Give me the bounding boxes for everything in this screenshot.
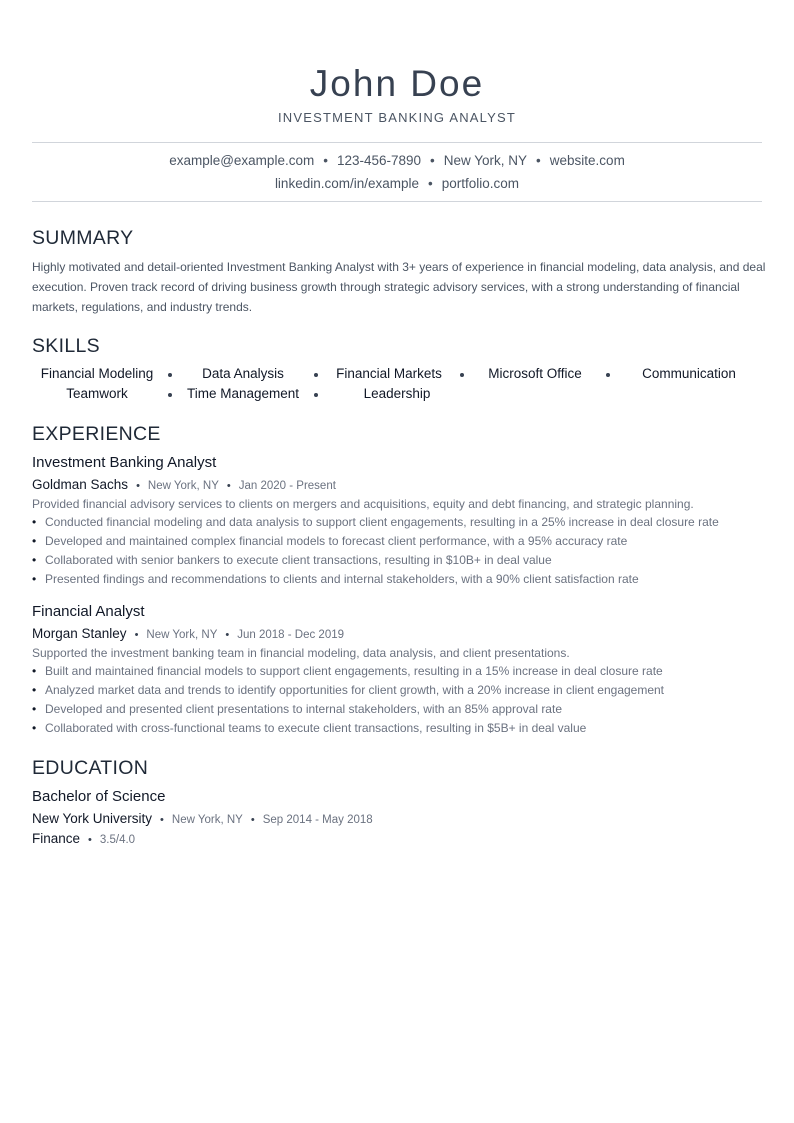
contact-separator: • [323, 153, 328, 168]
education-meta [32, 810, 373, 829]
contact-separator: • [428, 176, 433, 191]
meta-separator: • [250, 814, 255, 826]
skill-item: Communication [642, 366, 736, 381]
bullet-marker: • [32, 572, 37, 586]
summary-text: Highly motivated and detail-oriented Investment Banking Analyst with 3+ years of experience in financial modeling, data analysis, and deal execution. Proven track record of driving business growth through strategic advisory services, with a strong understanding of financial markets, regulations, and industry trends. [32, 260, 766, 314]
degree-title: Bachelor of Science [32, 788, 166, 805]
contact-email[interactable]: example@example.com [169, 153, 315, 168]
job-description: Provided financial advisory services to clients on mergers and acquisitions, equity and debt financing, and strategic planning. [32, 497, 694, 511]
school-name: New York University [32, 811, 153, 826]
gpa: 3.5/4.0 [99, 834, 136, 846]
job-meta [32, 625, 344, 644]
bullet-marker: • [32, 515, 37, 529]
bullet-marker: • [32, 534, 37, 548]
skill-item: Data Analysis [202, 366, 284, 381]
meta-separator: • [134, 629, 139, 641]
education-dates: Sep 2014 - May 2018 [262, 814, 373, 826]
summary-heading: SUMMARY [32, 227, 134, 249]
experience-heading: EXPERIENCE [32, 423, 161, 445]
contact-separator: • [430, 153, 435, 168]
skill-separator [314, 393, 318, 397]
education-heading: EDUCATION [32, 757, 149, 779]
skill-item: Financial Modeling [40, 366, 154, 381]
job-bullet: • Collaborated with cross-functional teams to execute client transactions, resulting in $5B+ in deal value [32, 721, 587, 735]
school-location: New York, NY [171, 814, 243, 826]
contact-linkedin[interactable]: linkedin.com/in/example [274, 176, 420, 191]
skill-separator [168, 373, 172, 377]
skills-heading: SKILLS [32, 335, 100, 357]
skill-item: Time Management [186, 386, 300, 401]
bullet-marker: • [32, 553, 37, 567]
meta-separator: • [136, 480, 140, 492]
company-name: Morgan Stanley [32, 626, 127, 641]
meta-separator: • [225, 629, 230, 641]
job-description: Supported the investment banking team in financial modeling, data analysis, and client presentations. [32, 646, 570, 660]
job-dates: Jan 2020 - Present [238, 480, 336, 492]
bullet-marker: • [32, 664, 37, 678]
job-bullet: • Analyzed market data and trends to identify opportunities for client growth, with a 20% increase in client engagement [32, 683, 665, 697]
meta-separator: • [226, 480, 231, 492]
education-field-row [32, 830, 135, 849]
job-bullet: • Presented findings and recommendations to clients and internal stakeholders, with a 90% client satisfaction rate [32, 572, 639, 586]
contact-phone[interactable]: 123-456-7890 [336, 153, 422, 168]
skill-item: Teamwork [66, 386, 128, 401]
job-location: New York, NY [147, 480, 219, 492]
skill-separator [460, 373, 464, 377]
company-name: Goldman Sachs [32, 477, 129, 492]
job-bullet: • Developed and maintained complex financial models to forecast client performance, with a 95% accuracy rate [32, 534, 628, 548]
job-bullet: • Conducted financial modeling and data analysis to support client engagements, resulting in a 25% increase in deal closure rate [32, 515, 719, 529]
job-location: New York, NY [146, 629, 218, 641]
candidate-title: INVESTMENT BANKING ANALYST [277, 110, 517, 125]
candidate-name: John Doe [309, 63, 485, 104]
skill-item: Leadership [363, 386, 431, 401]
contact-location: New York, NY [443, 153, 528, 168]
bullet-marker: • [32, 683, 37, 697]
skill-separator [314, 373, 318, 377]
skill-separator [606, 373, 610, 377]
contact-portfolio[interactable]: portfolio.com [441, 176, 520, 191]
meta-separator: • [88, 834, 92, 846]
skill-separator [168, 393, 172, 397]
contact-separator: • [536, 153, 541, 168]
skill-item: Financial Markets [336, 366, 442, 381]
job-bullet: • Collaborated with senior bankers to execute client transactions, resulting in $10B+ in deal value [32, 553, 552, 567]
bullet-marker: • [32, 702, 37, 716]
meta-separator: • [160, 814, 164, 826]
header-divider-bottom [32, 201, 762, 202]
job-title: Financial Analyst [32, 603, 145, 620]
bullet-marker: • [32, 721, 37, 735]
header-divider-top [32, 142, 762, 143]
job-bullet: • Developed and presented client presentations to internal stakeholders, with an 85% approval rate [32, 702, 562, 716]
contact-line-1 [32, 151, 762, 171]
field-of-study: Finance [32, 831, 81, 846]
contact-website[interactable]: website.com [549, 153, 625, 168]
job-dates: Jun 2018 - Dec 2019 [237, 629, 345, 641]
job-bullet: • Built and maintained financial models to support client engagements, resulting in a 15% increase in deal closure rate [32, 664, 663, 678]
job-meta [32, 476, 336, 495]
skill-item: Microsoft Office [488, 366, 582, 381]
contact-line-2 [32, 174, 762, 194]
job-title: Investment Banking Analyst [32, 454, 217, 471]
